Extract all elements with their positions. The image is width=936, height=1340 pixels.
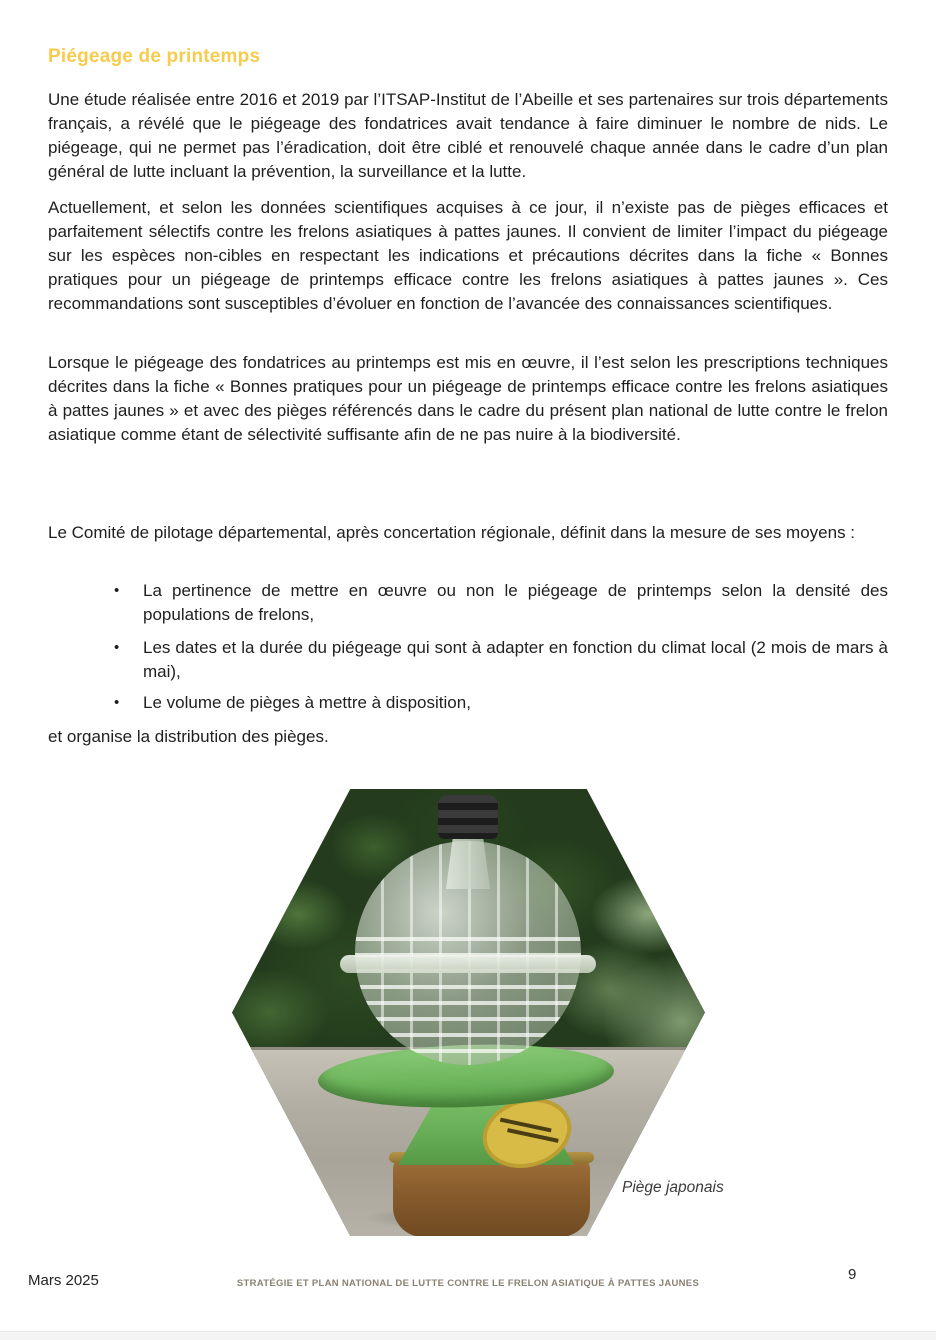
paragraph-current-state: Actuellement, et selon les données scientifiques acquises à ce jour, il n’existe pas de pièges efficaces et parfaitement sélectifs contre les frelons asiatiques à pattes jaunes. Il convient de limiter l’impact du piégeage sur les espèces non-cibles en respectant les indications et précautions décrites dans la fiche « Bonnes pratiques pour un piégeage de printemps efficace contre les frelons asiatiques à pattes jaunes ». Ces recommandations sont susceptibles d’évoluer en fonction de l’avancée des connaissances scientifiques. (48, 198, 888, 313)
list-item (48, 691, 888, 715)
bullet-icon: • (114, 639, 120, 656)
list-item (48, 579, 888, 627)
paragraph-study: Une étude réalisée entre 2016 et 2019 par l’ITSAP-Institut de l’Abeille et ses partenaires sur trois départements français, a révélé que le piégeage des fondatrices avait tendance à faire diminuer le nombre de nids. Le piégeage, qui ne permet pas l’éradication, doit être ciblé et renouvelé chaque année dans le cadre d’un plan général de lutte incluant la prévention, la surveillance et la lutte. (48, 90, 888, 181)
list-item (48, 636, 888, 684)
paragraph-prescriptions: Lorsque le piégeage des fondatrices au printemps est mis en œuvre, il l’est selon les prescriptions techniques décrites dans la fiche « Bonnes pratiques pour un piégeage de printemps efficace contre les frelons asiatiques à pattes jaunes » et avec des pièges référencés dans le cadre du présent plan national de lutte contre le frelon asiatique comme étant de sélectivité suffisante afin de ne pas nuire à la biodiversité. (48, 353, 888, 444)
bullet-text: Le volume de pièges à mettre à disposition, (143, 693, 471, 712)
trap-black-cap (438, 795, 498, 839)
paragraph-closing: et organise la distribution des pièges. (48, 727, 329, 746)
page-title: Piégeage de printemps (48, 46, 261, 67)
trap-photo-hexagon (232, 789, 705, 1236)
globe-seam-ring (340, 955, 596, 973)
bullet-icon: • (114, 694, 120, 711)
bullet-text: Les dates et la durée du piégeage qui sont à adapter en fonction du climat local (2 mois de mars à mai), (143, 638, 888, 681)
paragraph-committee-intro: Le Comité de pilotage départemental, après concertation régionale, définit dans la mesure de ses moyens : (48, 523, 856, 542)
bullet-text: La pertinence de mettre en œuvre ou non le piégeage de printemps selon la densité des populations de frelons, (143, 581, 888, 624)
page-number: 9 (848, 1266, 857, 1283)
bullet-icon: • (114, 582, 120, 599)
trap-pot (393, 1157, 590, 1236)
figure-caption: Piège japonais (622, 1179, 724, 1196)
bottom-edge-strip (0, 1331, 936, 1340)
footer-running-title: STRATÉGIE ET PLAN NATIONAL DE LUTTE CONTRE LE FRELON ASIATIQUE À PATTES JAUNES (236, 1278, 700, 1289)
footer-date: Mars 2025 (28, 1272, 99, 1289)
globe-lattice-horizontal (355, 925, 581, 1065)
